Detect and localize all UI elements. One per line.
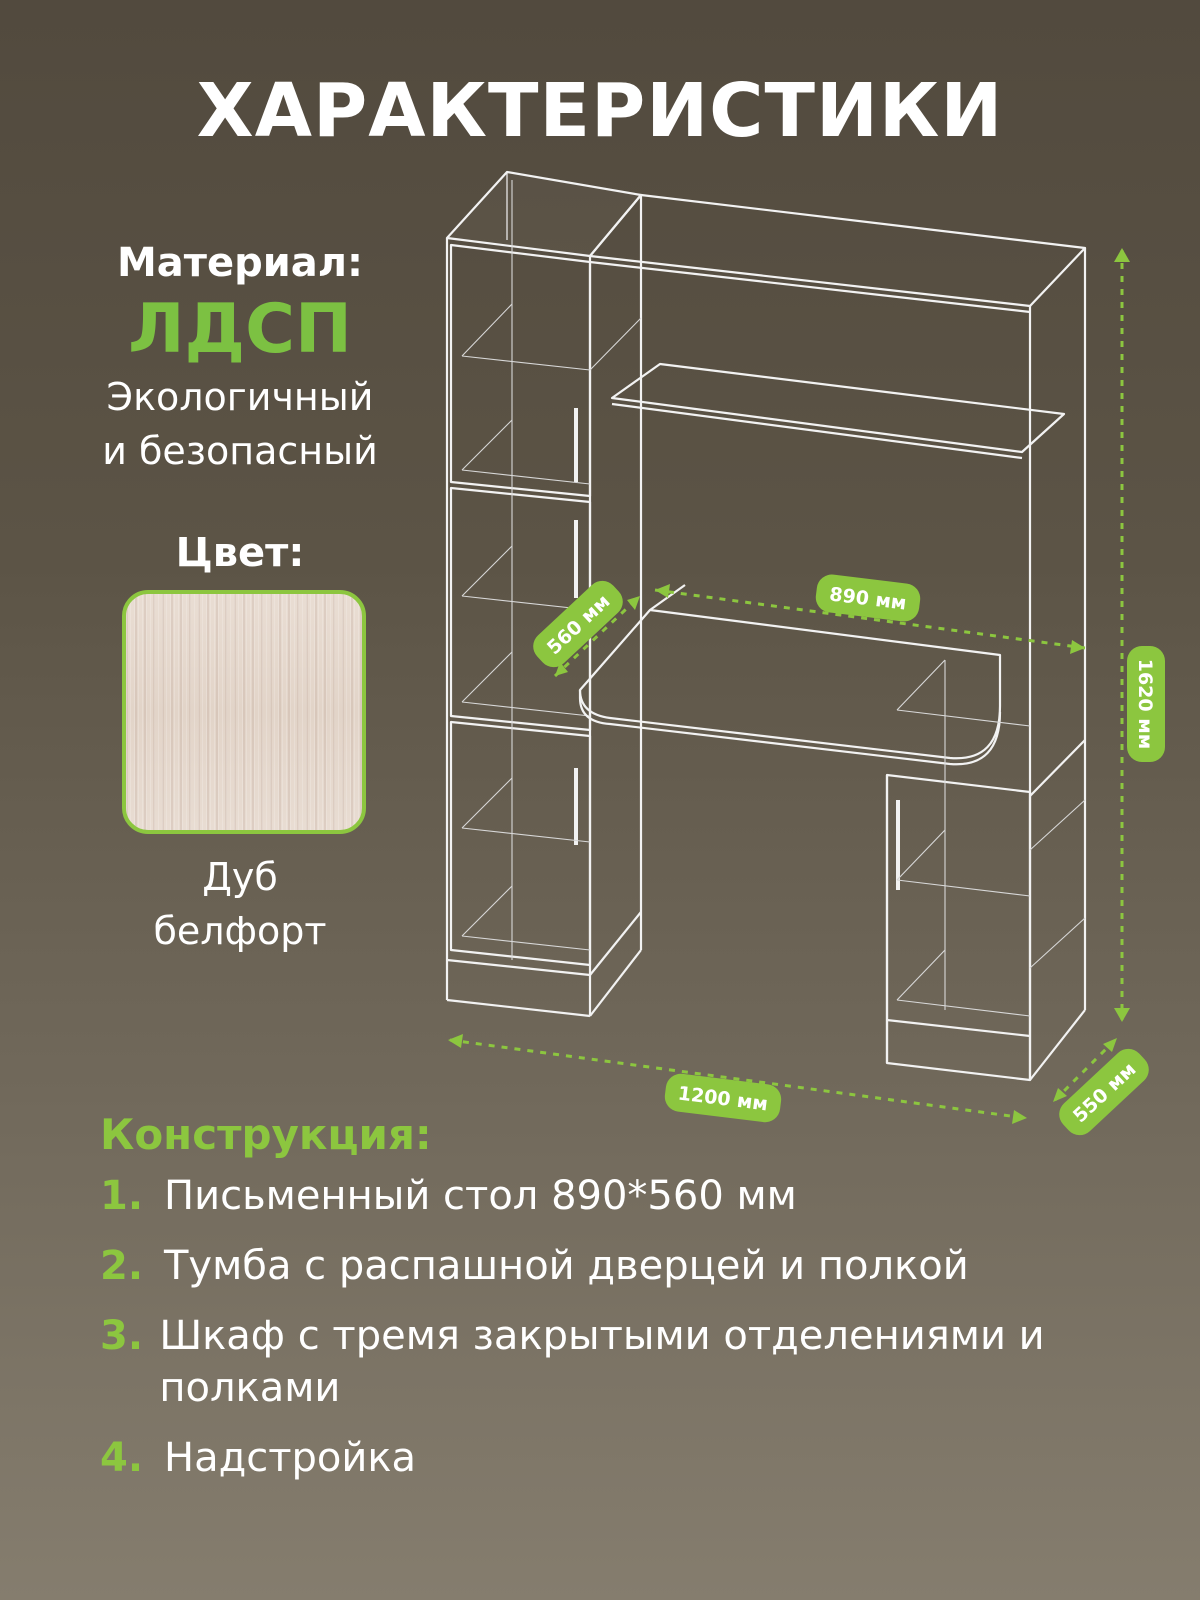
page-title: ХАРАКТЕРИСТИКИ: [196, 68, 1004, 154]
material-desc-line1: Экологичный: [106, 375, 374, 419]
color-label: Цвет:: [175, 530, 305, 576]
list-item: [100, 1310, 1160, 1414]
list-item-number: 3.: [100, 1313, 144, 1359]
color-name: [60, 850, 420, 958]
color-name-line2: белфорт: [153, 909, 327, 953]
list-item-number: 1.: [100, 1173, 144, 1219]
dim-badge-1620: [1127, 646, 1165, 762]
dim-label-560: 560 мм: [542, 590, 615, 660]
list-item-text: Надстройка: [164, 1435, 417, 1481]
color-swatch: [122, 590, 366, 834]
dim-badge-890: [814, 573, 922, 623]
color-name-line1: Дуб: [202, 855, 278, 899]
list-item: [100, 1170, 1160, 1222]
list-item: [100, 1432, 1160, 1484]
dim-label-550: 550 мм: [1068, 1058, 1141, 1128]
dim-label-1620: 1620 мм: [1134, 658, 1156, 750]
material-value: ЛДСП: [128, 290, 352, 369]
construction-title: Конструкция:: [100, 1110, 432, 1159]
furniture-drawing: [430, 160, 1180, 1140]
material-label: Материал:: [116, 240, 364, 286]
dim-label-1200: 1200 мм: [676, 1082, 770, 1116]
construction-list: [100, 1170, 1160, 1502]
dim-label-890: 890 мм: [828, 583, 908, 615]
list-item-text: Письменный стол 890*560 мм: [164, 1173, 797, 1219]
desk-wireframe: [447, 172, 1085, 1080]
list-item-text: Шкаф с тремя закрытыми отделениями и полками: [159, 1313, 1045, 1411]
dim-badge-550: [1053, 1043, 1155, 1140]
material-description: [60, 370, 420, 478]
list-item: [100, 1240, 1160, 1292]
list-item-number: 4.: [100, 1435, 144, 1481]
list-item-text: Тумба с распашной дверцей и полкой: [164, 1243, 969, 1289]
list-item-number: 2.: [100, 1243, 144, 1289]
dim-badge-1200: [663, 1072, 783, 1124]
material-desc-line2: и безопасный: [102, 429, 378, 473]
